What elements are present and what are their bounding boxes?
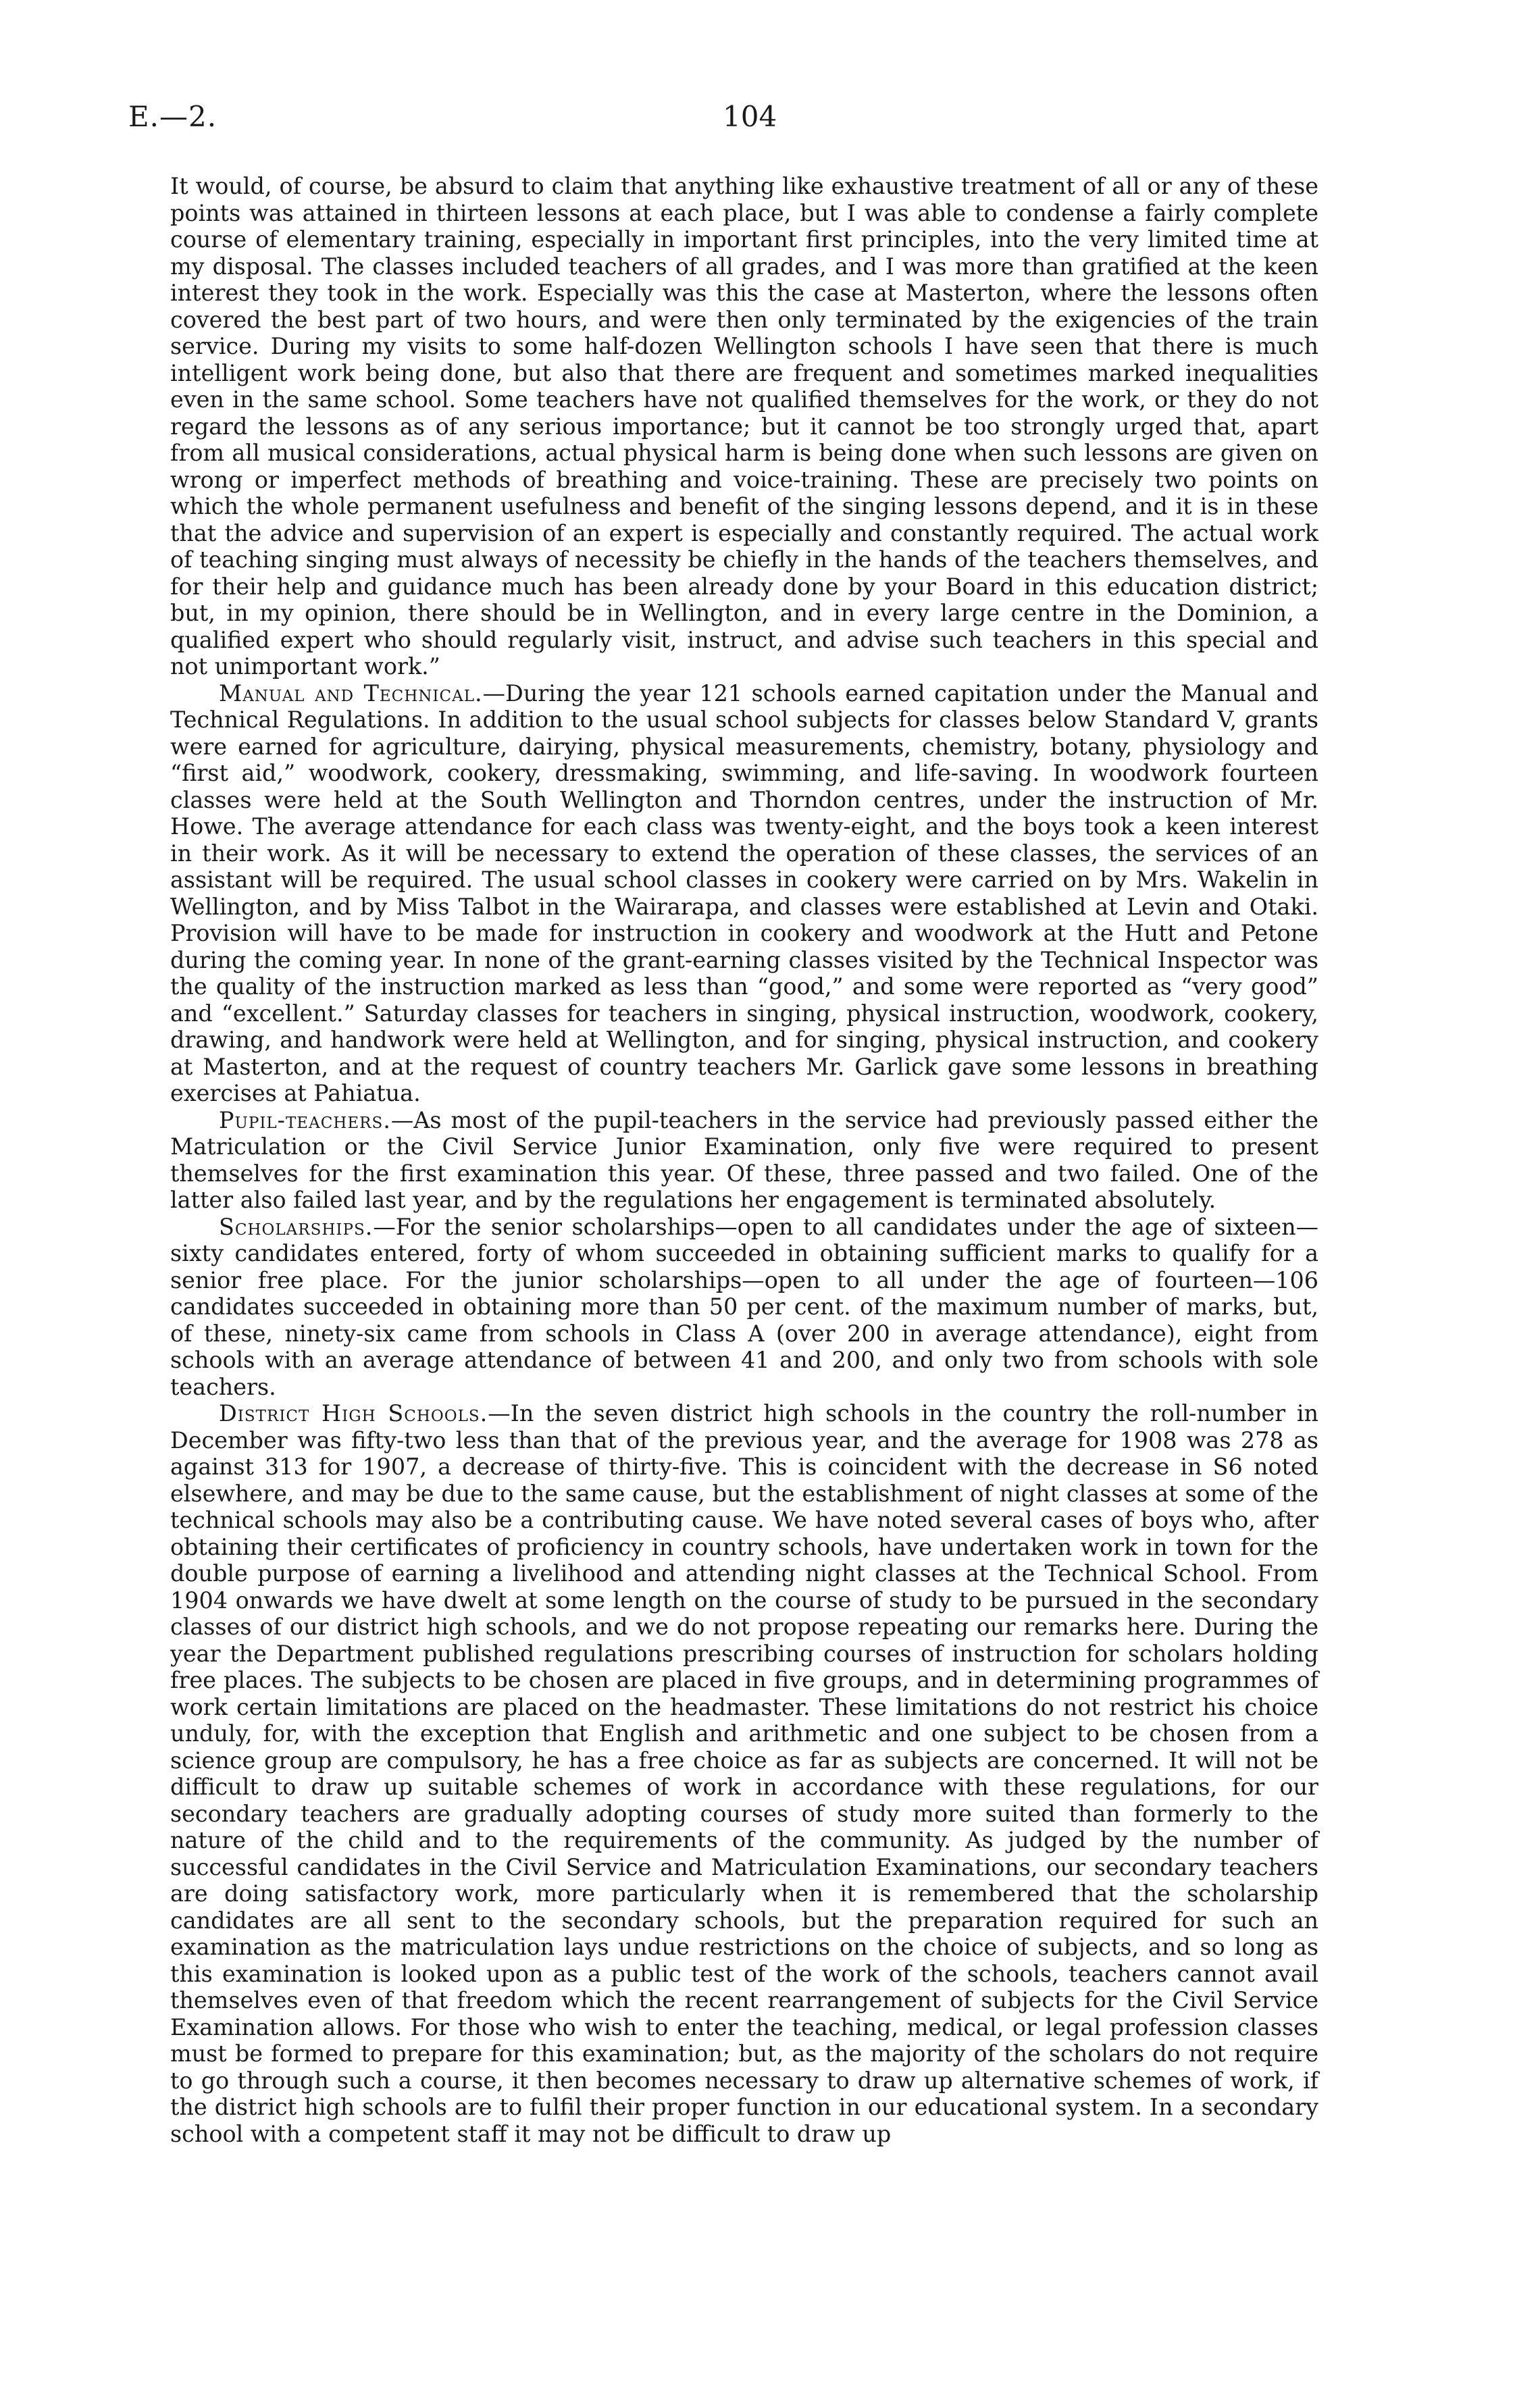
paragraph-district-high-schools bbox=[170, 1400, 1318, 2147]
section-heading-district-high-schools: District High Schools. bbox=[219, 1400, 488, 1426]
body-text bbox=[170, 173, 1318, 2147]
paragraph-text: It would, of course, be absurd to claim that anything like exhaustive treatment of all or any of these points was attained in thirteen lessons at each place, but I was able to condense a fairly complete course of elementary training, especially in important first principles, into the very limited time at my disposal. The classes included teachers of all grades, and I was more than gratified at the keen interest they took in the work. Especially was this the case at Masterton, where the lessons often covered the best part of two hours, and were then only terminated by the exigencies of the train service. During my visits to some half-dozen Wellington schools I have seen that there is much intelligent work being done, but also that there are frequent and sometimes marked inequalities even in the same school. Some teachers have not qualified themselves for the work, or they do not regard the lessons as of any serious importance; but it cannot be too strongly urged that, apart from all musical considerations, actual physical harm is being done when such lessons are given on wrong or imperfect methods of breathing and voice-training. These are precisely two points on which the whole permanent usefulness and benefit of the singing lessons depend, and it is in these that the advice and supervision of an expert is especially and constantly required. The actual work of teaching singing must always of necessity be chiefly in the hands of the teachers themselves, and for their help and guidance much has been already done by your Board in this education district; but, in my opinion, there should be in Wellington, and in every large centre in the Dominion, a qualified expert who should regularly visit, instruct, and advise such teachers in this special and not unimportant work.” bbox=[170, 173, 1318, 679]
document-code: E.—2. bbox=[128, 100, 217, 133]
section-heading-scholarships: Scholarships. bbox=[219, 1213, 374, 1240]
paragraph-manual-technical bbox=[170, 680, 1318, 1107]
paragraph-pupil-teachers bbox=[170, 1107, 1318, 1214]
page-header bbox=[128, 100, 1312, 140]
paragraph-text: —In the seven district high schools in the country the roll-number in December was fifty-two less than that of the previous year, and the average for 1908 was 278 as against 313 for 1907, a decrease of thirty-five. This is coincident with the decrease in S6 noted elsewhere, and may be due to the same cause, but the establishment of night classes at some of the technical schools may also be a contributing cause. We have noted several cases of boys who, after obtaining their certificates of proficiency in country schools, have undertaken work in town for the double purpose of earning a livelihood and attending night classes at the Technical School. From 1904 onwards we have dwelt at some length on the course of study to be pursued in the secondary classes of our district high schools, and we do not propose repeating our remarks here. During the year the Department published regulations prescribing courses of instruction for scholars holding free places. The subjects to be chosen are placed in five groups, and in determining programmes of work certain limitations are placed on the headmaster. These limitations do not restrict his choice unduly, for, with the exception that English and arithmetic and one subject to be chosen from a science group are compulsory, he has a free choice as far as subjects are concerned. It will not be difficult to draw up suitable schemes of work in accordance with these regulations, for our secondary teachers are gradually adopting courses of study more suited than formerly to the nature of the child and to the requirements of the community. As judged by the number of successful candidates in the Civil Service and Matriculation Examinations, our secondary teachers are doing satisfactory work, more particularly when it is remembered that the scholarship candidates are all sent to the secondary schools, but the preparation required for such an examination as the matriculation lays undue restrictions on the choice of subjects, and so long as this examination is looked upon as a public test of the work of the schools, teachers cannot avail themselves even of that freedom which the recent rearrangement of subjects for the Civil Service Examination allows. For those who wish to enter the teaching, medical, or legal profession classes must be formed to prepare for this examination; but, as the majority of the scholars do not require to go through such a course, it then becomes necessary to draw up alternative schemes of work, if the district high schools are to fulfil their proper function in our educational system. In a secondary school with a competent staff it may not be difficult to draw up bbox=[170, 1400, 1319, 2147]
section-heading-pupil-teachers: Pupil-teachers. bbox=[219, 1106, 391, 1133]
section-heading-manual-technical: Manual and Technical. bbox=[219, 679, 483, 706]
paragraph-text: —For the senior scholarships—open to all candidates under the age of sixteen—sixty candidates entered, forty of whom succeeded in obtaining sufficient marks to qualify for a senior free place. For the junior scholarships—open to all under the age of fourteen—106 candidates succeeded in obtaining more than 50 per cent. of the maximum number of marks, but, of these, ninety-six came from schools in Class A (over 200 in average attendance), eight from schools with an average attendance of between 41 and 200, and only two from schools with sole teachers. bbox=[170, 1213, 1318, 1400]
paragraph-text: —As most of the pupil-teachers in the service had previously passed either the Matriculation or the Civil Service Junior Examination, only five were required to present themselves for the first examination this year. Of these, three passed and two failed. One of the latter also failed last year, and by the regulations her engagement is terminated absolutely. bbox=[170, 1106, 1318, 1213]
paragraph-scholarships bbox=[170, 1214, 1318, 1401]
paragraph-text: —During the year 121 schools earned capitation under the Manual and Technical Regulations. In addition to the usual school subjects for classes below Standard V, grants were earned for agriculture, dairying, physical measurements, chemistry, botany, physiology and “first aid,” woodwork, cookery, dressmaking, swimming, and life-saving. In woodwork fourteen classes were held at the South Wellington and Thorndon centres, under the instruction of Mr. Howe. The average attendance for each class was twenty-eight, and the boys took a keen interest in their work. As it will be necessary to extend the operation of these classes, the services of an assistant will be required. The usual school classes in cookery were carried on by Mrs. Wakelin in Wellington, and by Miss Talbot in the Wairarapa, and classes were established at Levin and Otaki. Provision will have to be made for instruction in cookery and woodwork at the Hutt and Petone during the coming year. In none of the grant-earning classes visited by the Technical Inspector was the quality of the instruction marked as less than “good,” and some were reported as “very good” and “excellent.” Saturday classes for teachers in singing, physical instruction, woodwork, cookery, drawing, and handwork were held at Wellington, and for singing, physical instruction, and cookery at Masterton, and at the request of country teachers Mr. Garlick gave some lessons in breathing exercises at Pahiatua. bbox=[170, 679, 1318, 1106]
paragraph-singing-report bbox=[170, 173, 1318, 680]
page-number: 104 bbox=[723, 100, 777, 133]
